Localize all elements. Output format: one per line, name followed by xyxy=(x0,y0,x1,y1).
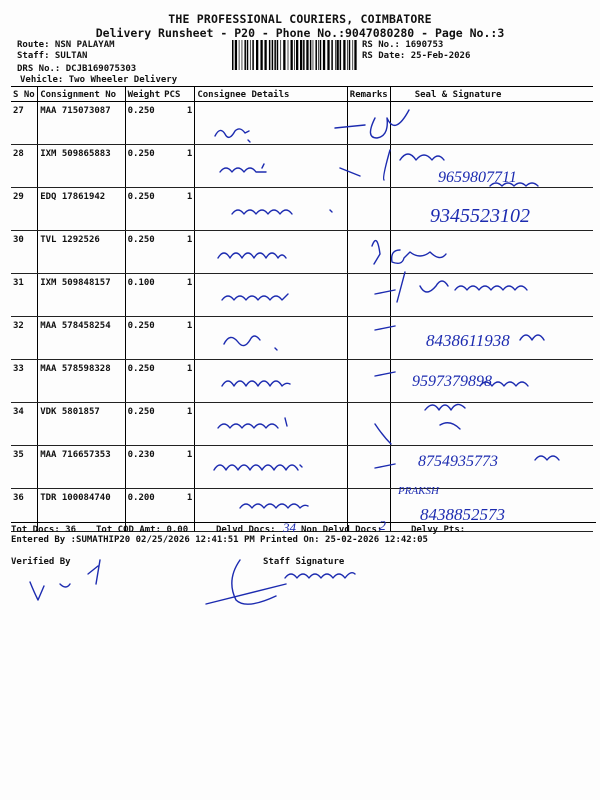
row-consignment-no: MAA 578458254 xyxy=(38,317,125,360)
consignee-handwriting-29 xyxy=(232,210,332,214)
row-consignment-no: MAA 716657353 xyxy=(38,446,125,489)
company-title: THE PROFESSIONAL COURIERS, COIMBATORE xyxy=(168,12,432,26)
row-pcs: 1 xyxy=(162,188,195,231)
row-sno: 29 xyxy=(11,188,38,231)
row-pcs: 1 xyxy=(162,360,195,403)
consignee-handwriting-30 xyxy=(218,253,286,258)
signature-30 xyxy=(372,241,446,264)
col-header-consignment: Consignment No xyxy=(38,87,125,102)
row-weight: 0.100 xyxy=(125,274,162,317)
row-sno: 27 xyxy=(11,102,38,145)
printed-on: Printed On: 25-02-2026 12:42:05 xyxy=(260,535,428,545)
staff-text: Staff: SULTAN xyxy=(17,51,88,61)
row-pcs: 1 xyxy=(162,489,195,532)
signature-31 xyxy=(375,272,527,302)
row-consignment-no: EDQ 17861942 xyxy=(38,188,125,231)
row-pcs: 1 xyxy=(162,231,195,274)
consignee-handwriting-33 xyxy=(222,381,290,386)
consignee-handwriting-31 xyxy=(222,294,288,300)
row-consignment-no: MAA 578598328 xyxy=(38,360,125,403)
handwritten-phone-28: 9659807711 xyxy=(438,169,517,186)
row-weight: 0.200 xyxy=(125,489,162,532)
col-header-pcs: PCS xyxy=(162,87,195,102)
total-docs: Tot Docs: 36 xyxy=(11,525,77,535)
row-pcs: 1 xyxy=(162,102,195,145)
verified-by-signature xyxy=(30,560,100,600)
col-header-weight: Weight xyxy=(125,87,162,102)
row-consignment-no: IXM 509848157 xyxy=(38,274,125,317)
row-weight: 0.250 xyxy=(125,317,162,360)
delivery-points-label: Delvy Pts: xyxy=(411,525,466,535)
handwritten-phone-32: 8438611938 xyxy=(426,331,510,350)
total-cod: Tot COD Amt: 0.00 xyxy=(96,525,189,535)
consignee-handwriting-27 xyxy=(215,129,250,142)
col-header-consignee: Consignee Details xyxy=(195,87,347,102)
signature-28 xyxy=(340,150,444,180)
staff-signature xyxy=(206,560,355,604)
handwritten-phone-36: 8438852573 xyxy=(420,505,505,524)
row-consignment-no: MAA 715073087 xyxy=(38,102,125,145)
row-weight: 0.250 xyxy=(125,102,162,145)
row-sno: 32 xyxy=(11,317,38,360)
col-header-remarks: Remarks xyxy=(347,87,390,102)
handwritten-phone-35: 8754935773 xyxy=(418,453,498,470)
row-pcs: 1 xyxy=(162,446,195,489)
consignee-handwriting-36 xyxy=(240,504,308,508)
row-weight: 0.250 xyxy=(125,231,162,274)
row-sno: 28 xyxy=(11,145,38,188)
row-sno: 35 xyxy=(11,446,38,489)
handwritten-name-36: PRAKSH xyxy=(398,485,439,497)
row-sno: 30 xyxy=(11,231,38,274)
col-header-signature: Seal & Signature xyxy=(390,87,593,102)
row-sno: 31 xyxy=(11,274,38,317)
row-weight: 0.250 xyxy=(125,360,162,403)
handwritten-phone-29: 9345523102 xyxy=(430,205,530,227)
row-weight: 0.250 xyxy=(125,145,162,188)
row-consignment-no: IXM 509865883 xyxy=(38,145,125,188)
vehicle-text: Vehicle: Two Wheeler Delivery xyxy=(20,75,178,85)
staff-signature-label: Staff Signature xyxy=(263,557,345,567)
signature-27 xyxy=(335,110,409,138)
route-text: Route: NSN PALAYAM xyxy=(17,40,115,50)
row-consignment-no: VDK 5801857 xyxy=(38,403,125,446)
non-delivered-docs-label: Non Delvd Docs: xyxy=(301,525,383,535)
handwritten-delivered-count: 34 xyxy=(283,520,296,535)
row-weight: 0.230 xyxy=(125,446,162,489)
consignee-handwriting-28 xyxy=(220,164,266,172)
row-pcs: 1 xyxy=(162,403,195,446)
row-weight: 0.250 xyxy=(125,188,162,231)
rs-date-text: RS Date: 25-Feb-2026 xyxy=(362,51,471,61)
rs-number-text: RS No.: 1690753 xyxy=(362,40,444,50)
consignee-handwriting-34 xyxy=(218,418,287,428)
signature-34 xyxy=(375,404,465,444)
row-weight: 0.250 xyxy=(125,403,162,446)
row-sno: 33 xyxy=(11,360,38,403)
runsheet-subtitle: Delivery Runsheet - P20 - Phone No.:9047080280 - Page No.:3 xyxy=(95,26,505,40)
row-sno: 34 xyxy=(11,403,38,446)
row-sno: 36 xyxy=(11,489,38,532)
delivered-docs-label: Delvd Docs: xyxy=(216,525,276,535)
row-pcs: 1 xyxy=(162,274,195,317)
consignee-handwriting-35 xyxy=(214,465,302,470)
entered-by: Entered By :SUMATHIP20 02/25/2026 12:41:51 PM xyxy=(11,535,255,545)
col-header-sno: S No xyxy=(11,87,38,102)
row-pcs: 1 xyxy=(162,317,195,360)
row-consignment-no: TVL 1292526 xyxy=(38,231,125,274)
consignee-handwriting-32 xyxy=(224,336,277,350)
handwritten-non-delivered-count: 2 xyxy=(379,519,386,534)
row-pcs: 1 xyxy=(162,145,195,188)
verified-by-label: Verified By xyxy=(11,557,71,567)
handwritten-phone-33: 9597379898 xyxy=(412,373,492,390)
row-consignment-no: TDR 100084740 xyxy=(38,489,125,532)
drs-text: DRS No.: DCJB169075303 xyxy=(17,64,137,74)
